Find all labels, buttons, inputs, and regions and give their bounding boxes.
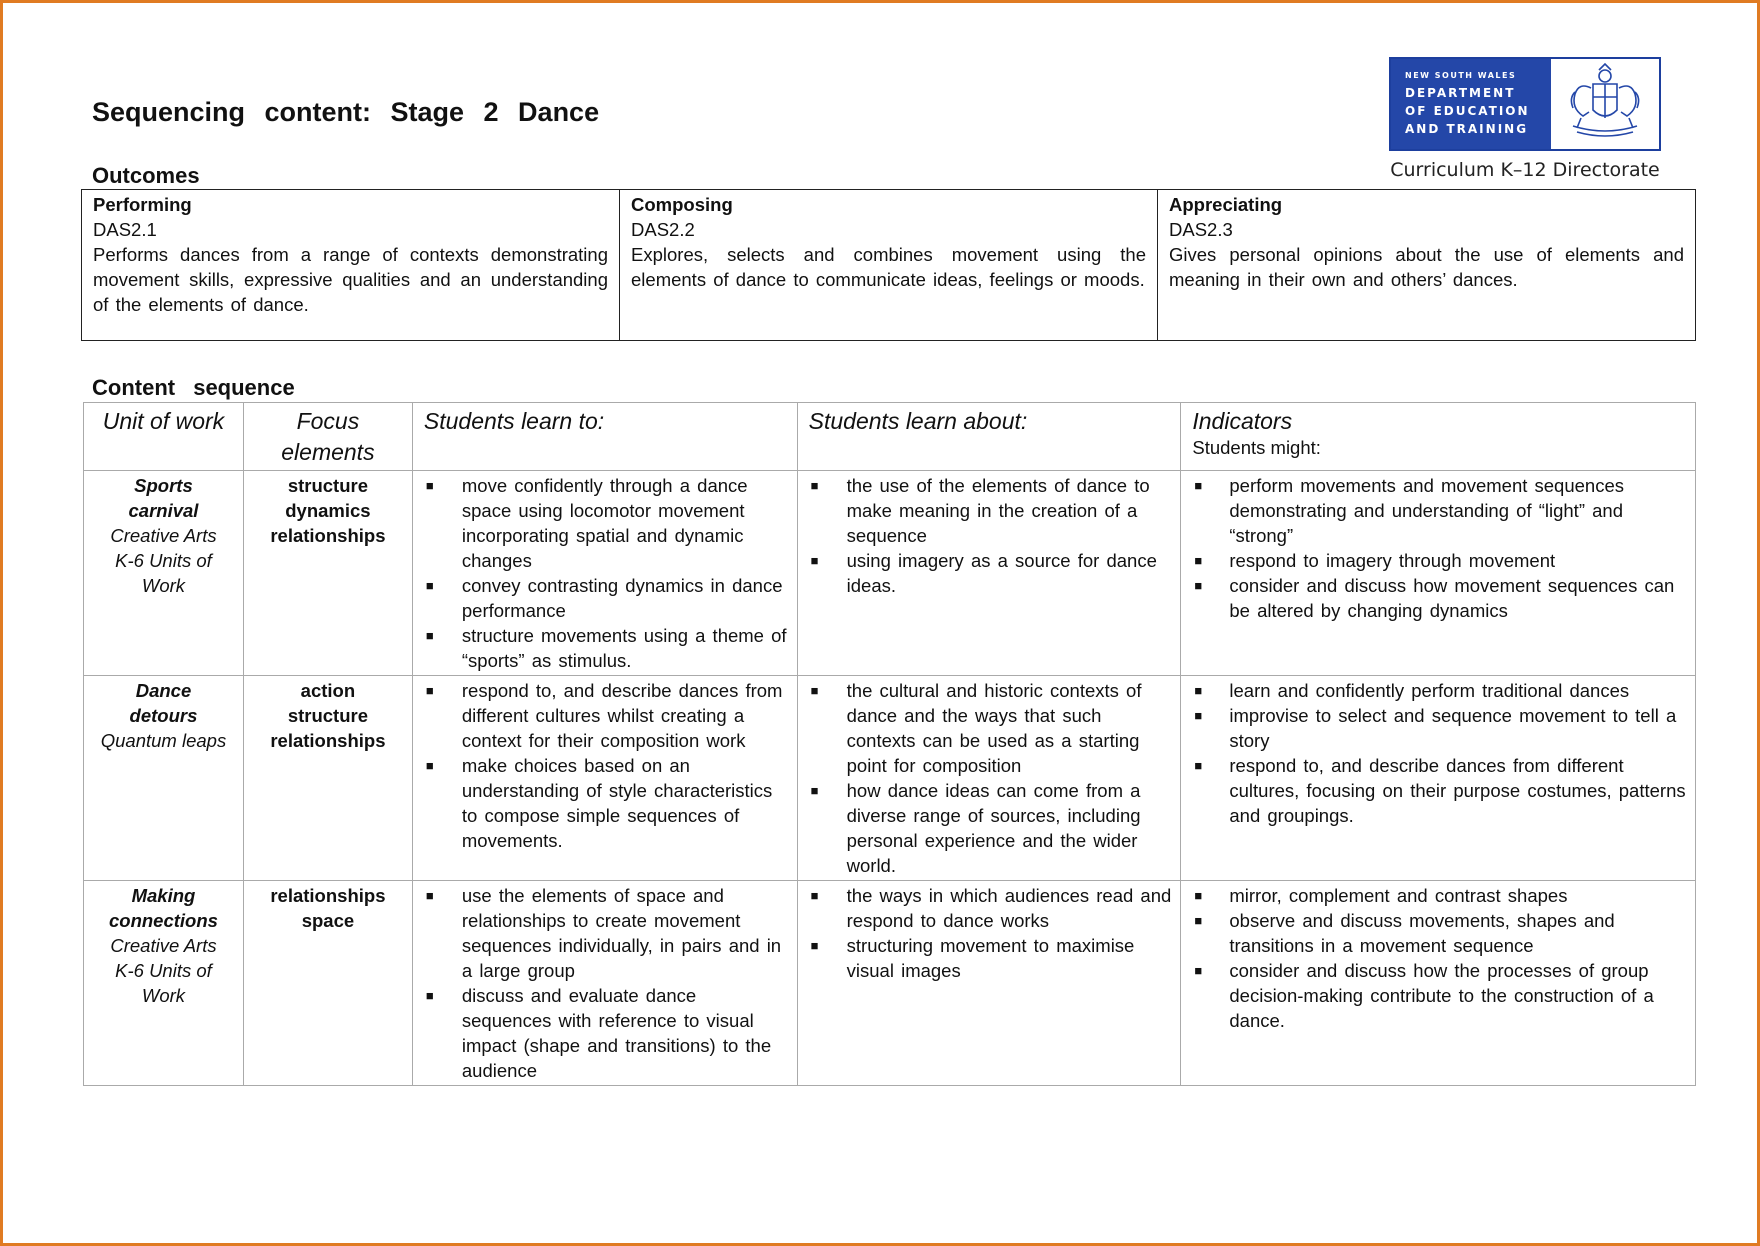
list-item: ■ perform movements and movement sequences demonstrating and understanding of “light” and “strong” [1194, 475, 1625, 546]
outcome-code: DAS2.2 [631, 219, 695, 240]
learn-to-cell [412, 881, 797, 1086]
bullet-icon: ■ [1194, 963, 1203, 978]
bullet-icon: ■ [425, 683, 434, 698]
unit-cell [84, 676, 244, 881]
focus-element: relationships [270, 885, 386, 906]
list-item: ■ the ways in which audiences read and respond to dance works [810, 885, 1172, 931]
outcomes-heading: Outcomes [92, 163, 200, 188]
list-item: ■ consider and discuss how the processes of group decision-making contribute to the construction of a dance. [1194, 960, 1654, 1031]
table-row [84, 676, 1696, 881]
learn-to-cell [412, 676, 797, 881]
list-item: ■ the use of the elements of dance to make meaning in the creation of a sequence [810, 475, 1150, 546]
header-indicators [1181, 403, 1696, 471]
logo-line-4: AND TRAINING [1405, 122, 1529, 136]
learn-to-list [425, 473, 789, 673]
indicators-list [1193, 883, 1687, 1033]
bullet-icon: ■ [810, 553, 819, 568]
list-item: ■ respond to, and describe dances from different cultures, focusing on their purpose costumes, patterns and groupings. [1194, 755, 1686, 826]
header-students-learn-to: Students learn to: [412, 403, 797, 471]
list-item: ■ structure movements using a theme of “sports” as stimulus. [425, 625, 787, 671]
page-title: Sequencing content: Stage 2 Dance [92, 97, 600, 127]
outcome-cell [82, 190, 620, 341]
list-item: ■ structuring movement to maximise visual images [810, 935, 1135, 981]
unit-source: Quantum leaps [100, 730, 227, 751]
table-row [84, 881, 1696, 1086]
directorate-caption: Curriculum K–12 Directorate [1390, 159, 1660, 181]
indicators-list [1193, 473, 1687, 623]
outcome-cell [620, 190, 1158, 341]
bullet-icon: ■ [425, 888, 434, 903]
header-focus-elements: Focus elements [243, 403, 412, 471]
unit-title: connections [108, 910, 218, 931]
indicators-list [1193, 678, 1687, 828]
bullet-icon: ■ [1194, 888, 1203, 903]
bullet-icon: ■ [425, 578, 434, 593]
bullet-icon: ■ [1194, 708, 1203, 723]
list-item: ■ consider and discuss how movement sequences can be altered by changing dynamics [1194, 575, 1675, 621]
content-sequence-heading: Content sequence [92, 375, 295, 400]
bullet-icon: ■ [810, 478, 819, 493]
coat-of-arms-icon [1551, 59, 1659, 149]
header-students-learn-about: Students learn about: [797, 403, 1181, 471]
outcomes-row [82, 190, 1696, 341]
focus-element: relationships [270, 730, 386, 751]
list-item: ■ learn and confidently perform traditional dances [1194, 680, 1630, 701]
unit-source: Work [141, 575, 186, 596]
outcome-text: Performs dances from a range of contexts demonstrating movement skills, expressive qualities and an understanding of the elements of dance. [93, 244, 608, 315]
list-item: ■ discuss and evaluate dance sequences with reference to visual impact (shape and transitions) to the audience [425, 985, 772, 1081]
bullet-icon: ■ [810, 888, 819, 903]
unit-source: K-6 Units of [115, 550, 212, 571]
list-item: ■ make choices based on an understanding of style characteristics to compose simple sequences of movements. [425, 755, 773, 851]
list-item: ■ move confidently through a dance space using locomotor movement incorporating spatial and dynamic changes [425, 475, 748, 571]
learn-to-cell [412, 471, 797, 676]
outcome-code: DAS2.1 [93, 219, 157, 240]
focus-element: structure [287, 705, 369, 726]
bullet-icon: ■ [425, 628, 434, 643]
unit-cell [84, 471, 244, 676]
bullet-icon: ■ [810, 938, 819, 953]
bullet-icon: ■ [1194, 478, 1203, 493]
focus-element: structure [287, 475, 369, 496]
outcomes-table [81, 189, 1696, 341]
outcome-text: Gives personal opinions about the use of elements and meaning in their own and others’ dances. [1169, 244, 1684, 290]
unit-source: Work [141, 985, 186, 1006]
indicators-cell [1181, 881, 1696, 1086]
learn-to-list [425, 883, 789, 1083]
focus-cell [243, 676, 412, 881]
learn-about-cell [797, 471, 1181, 676]
list-item: ■ respond to imagery through movement [1194, 550, 1556, 571]
learn-about-list [810, 678, 1173, 878]
list-item: ■ how dance ideas can come from a diverse range of sources, including personal experience and the wider world. [810, 780, 1141, 876]
unit-source: Creative Arts [110, 935, 217, 956]
header-indicators-sub: Students might: [1192, 437, 1321, 458]
outcome-text: Explores, selects and combines movement using the elements of dance to communicate ideas, feelings or moods. [631, 244, 1146, 290]
focus-element: relationships [270, 525, 386, 546]
unit-source: K-6 Units of [115, 960, 212, 981]
list-item: ■ convey contrasting dynamics in dance performance [425, 575, 783, 621]
bullet-icon: ■ [1194, 913, 1203, 928]
learn-about-list [810, 473, 1173, 598]
list-item: ■ mirror, complement and contrast shapes [1194, 885, 1568, 906]
focus-cell [243, 471, 412, 676]
unit-title: detours [129, 705, 198, 726]
list-item: ■ improvise to select and sequence movement to tell a story [1194, 705, 1677, 751]
indicators-cell [1181, 471, 1696, 676]
list-item: ■ observe and discuss movements, shapes and transitions in a movement sequence [1194, 910, 1615, 956]
learn-about-cell [797, 676, 1181, 881]
list-item: ■ use the elements of space and relationships to create movement sequences individually, in pairs and in a large group [425, 885, 782, 981]
bullet-icon: ■ [1194, 553, 1203, 568]
outcome-name: Composing [631, 194, 733, 215]
learn-about-list [810, 883, 1173, 983]
header-unit-of-work: Unit of work [84, 403, 244, 471]
logo-line-1: NEW SOUTH WALES [1405, 71, 1517, 80]
logo-badge [1389, 57, 1661, 151]
unit-title: carnival [128, 500, 199, 521]
focus-cell [243, 881, 412, 1086]
logo-text-panel [1391, 59, 1551, 149]
bullet-icon: ■ [1194, 578, 1203, 593]
learn-to-list [425, 678, 789, 853]
bullet-icon: ■ [425, 988, 434, 1003]
unit-source: Creative Arts [110, 525, 217, 546]
unit-title: Making [131, 885, 196, 906]
bullet-icon: ■ [1194, 758, 1203, 773]
outcome-code: DAS2.3 [1169, 219, 1233, 240]
bullet-icon: ■ [810, 683, 819, 698]
logo-line-3: OF EDUCATION [1405, 104, 1530, 118]
focus-element: action [300, 680, 356, 701]
list-item: ■ the cultural and historic contexts of dance and the ways that such contexts can be used as a starting point for composition [810, 680, 1142, 776]
bullet-icon: ■ [425, 478, 434, 493]
header-indicators-label: Indicators [1192, 408, 1293, 434]
list-item: ■ respond to, and describe dances from different cultures whilst creating a context for their composition work [425, 680, 783, 751]
list-item: ■ using imagery as a source for dance ideas. [810, 550, 1157, 596]
focus-element: space [301, 910, 355, 931]
unit-title: Dance [135, 680, 192, 701]
table-header-row [84, 403, 1696, 471]
learn-about-cell [797, 881, 1181, 1086]
bullet-icon: ■ [425, 758, 434, 773]
content-sequence-table [83, 402, 1696, 1086]
table-row [84, 471, 1696, 676]
indicators-cell [1181, 676, 1696, 881]
department-logo [1389, 57, 1661, 181]
focus-element: dynamics [285, 500, 371, 521]
unit-cell [84, 881, 244, 1086]
outcome-name: Performing [93, 194, 192, 215]
bullet-icon: ■ [810, 783, 819, 798]
unit-title: Sports [134, 475, 193, 496]
outcome-name: Appreciating [1169, 194, 1283, 215]
outcome-cell [1158, 190, 1696, 341]
logo-line-2: DEPARTMENT [1405, 86, 1516, 100]
bullet-icon: ■ [1194, 683, 1203, 698]
